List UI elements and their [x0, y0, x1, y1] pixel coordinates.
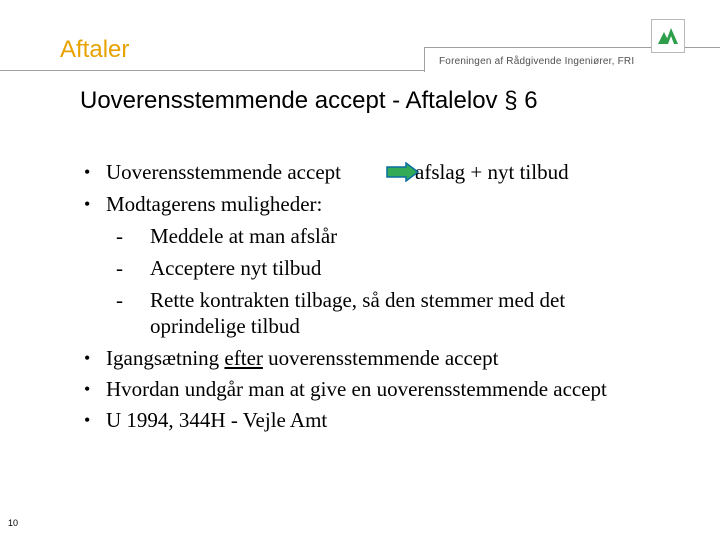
sub-item-1-text: Meddele at man afslår — [150, 224, 338, 248]
section-title: Aftaler — [60, 36, 130, 63]
bullet-2-text: Modtagerens muligheder: — [106, 192, 323, 216]
sub-item-2-text: Acceptere nyt tilbud — [150, 256, 322, 280]
organization-name: Foreningen af Rådgivende Ingeniører, FRI — [439, 56, 635, 67]
fri-logo-icon — [651, 19, 685, 53]
page-number: 10 — [8, 518, 19, 528]
bullet-3-text — [106, 346, 498, 370]
sub-item-3-text: Rette kontrakten tilbage, så den stemmer med det — [150, 288, 566, 312]
bullet-3-rest: uoverensstemmende accept — [262, 346, 499, 370]
bullet-marker: • — [84, 348, 91, 368]
bullet-3-lead: Igangsætning — [106, 346, 225, 370]
sub-item-dash: - — [116, 224, 123, 248]
bullet-3-underlined: efter — [224, 346, 263, 370]
bullet-marker: • — [84, 162, 91, 182]
bullet-marker: • — [84, 194, 91, 214]
bullet-marker: • — [84, 410, 91, 430]
sub-item-3-continuation: oprindelige tilbud — [150, 314, 300, 338]
bullet-marker: • — [84, 379, 91, 399]
bullet-1-after-arrow: afslag + nyt tilbud — [415, 160, 569, 184]
sub-item-dash: - — [116, 256, 123, 280]
slide-title: Uoverensstemmende accept - Aftalelov § 6 — [80, 87, 538, 114]
sub-item-dash: - — [116, 288, 123, 312]
bullet-5-text: U 1994, 344H - Vejle Amt — [106, 408, 328, 432]
bullet-1-before-arrow: Uoverensstemmende accept — [106, 160, 341, 184]
bullet-4-text: Hvordan undgår man at give en uoverensstemmende accept — [106, 377, 607, 401]
